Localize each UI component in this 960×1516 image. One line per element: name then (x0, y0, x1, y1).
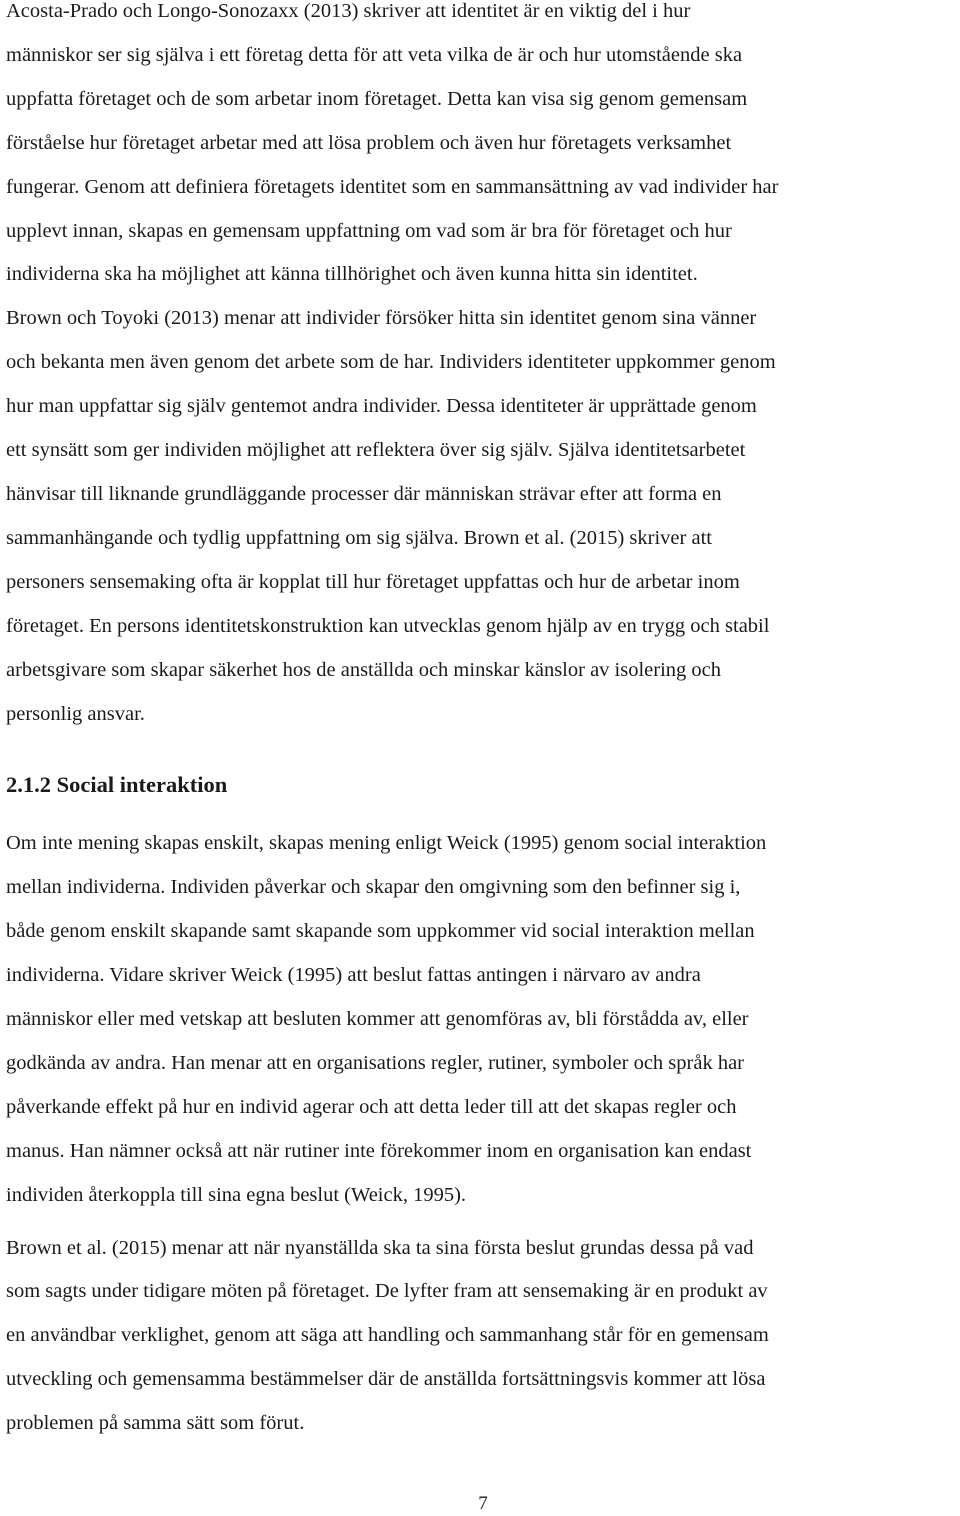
text-line: fungerar. Genom att definiera företagets identitet som en sammansättning av vad individer har (6, 175, 779, 198)
text-line: som sagts under tidigare möten på företaget. De lyfter fram att sensemaking är en produkt av (6, 1280, 768, 1303)
text-line: godkända av andra. Han menar att en organisations regler, rutiner, symboler och språk har (6, 1051, 744, 1074)
paragraph-social-interaction (6, 822, 956, 1217)
text-line: både genom enskilt skapande samt skapande som uppkommer vid social interaktion mellan (6, 920, 755, 943)
text-line: arbetsgivare som skapar säkerhet hos de anställda och minskar känslor av isolering och (6, 658, 722, 681)
text-line: Om inte mening skapas enskilt, skapas mening enligt Weick (1995) genom social interaktion (6, 832, 767, 855)
paragraph-brown-et-al (6, 1227, 956, 1447)
paragraph-identity (6, 0, 956, 297)
paragraph-brown-toyoki (6, 297, 956, 736)
text-line: företaget. En persons identitetskonstruktion kan utvecklas genom hjälp av en trygg och stabil (6, 614, 770, 637)
text-line: upplevt innan, skapas en gemensam uppfattning om vad som är bra för företaget och hur (6, 219, 732, 242)
text-line: Brown och Toyoki (2013) menar att individer försöker hitta sin identitet genom sina vänner (6, 307, 757, 330)
text-line: hur man uppfattar sig själv gentemot andra individer. Dessa identiteter är upprättade genom (6, 395, 757, 418)
text-line: förståelse hur företaget arbetar med att lösa problem och även hur företagets verksamhet (6, 131, 732, 154)
text-line: människor ser sig själva i ett företag detta för att veta vilka de är och hur utomstående ska (6, 43, 743, 66)
text-line: uppfatta företaget och de som arbetar inom företaget. Detta kan visa sig genom gemensam (6, 87, 748, 110)
text-line: sammanhängande och tydlig uppfattning om sig själva. Brown et al. (2015) skriver att (6, 526, 712, 549)
text-line: en användbar verklighet, genom att säga att handling och sammanhang står för en gemensam (6, 1324, 769, 1347)
text-line: hänvisar till liknande grundläggande processer där människan strävar efter att forma en (6, 482, 722, 505)
text-line: ett synsätt som ger individen möjlighet att reflektera över sig själv. Själva identitetsarbetet (6, 439, 746, 462)
text-line: individen återkoppla till sina egna beslut (Weick, 1995). (6, 1183, 467, 1206)
text-line: utveckling och gemensamma bestämmelser där de anställda fortsättningsvis kommer att lösa (6, 1368, 766, 1391)
section-heading: 2.1.2 Social interaktion (6, 772, 228, 798)
document-page (6, 0, 956, 1446)
text-line: manus. Han nämner också att när rutiner inte förekommer inom en organisation kan endast (6, 1139, 752, 1162)
text-line: individerna ska ha möjlighet att känna tillhörighet och även kunna hitta sin identitet. (6, 263, 698, 286)
page-number: 7 (478, 1493, 488, 1514)
text-line: påverkande effekt på hur en individ agerar och att detta leder till att det skapas regler och (6, 1095, 737, 1118)
text-line: personlig ansvar. (6, 702, 145, 725)
text-line: människor eller med vetskap att besluten kommer att genomföras av, bli förstådda av, eller (6, 1008, 749, 1031)
text-line: Acosta-Prado och Longo-Sonozaxx (2013) skriver att identitet är en viktig del i hur (6, 0, 691, 22)
text-line: Brown et al. (2015) menar att när nyanställda ska ta sina första beslut grundas dessa på vad (6, 1236, 754, 1259)
text-line: individerna. Vidare skriver Weick (1995) att beslut fattas antingen i närvaro av andra (6, 964, 701, 987)
text-line: problemen på samma sätt som förut. (6, 1412, 305, 1435)
text-line: personers sensemaking ofta är kopplat till hur företaget uppfattas och hur de arbetar inom (6, 570, 740, 593)
text-line: och bekanta men även genom det arbete som de har. Individers identiteter uppkommer genom (6, 351, 776, 374)
text-line: mellan individerna. Individen påverkar och skapar den omgivning som den befinner sig i, (6, 876, 741, 899)
